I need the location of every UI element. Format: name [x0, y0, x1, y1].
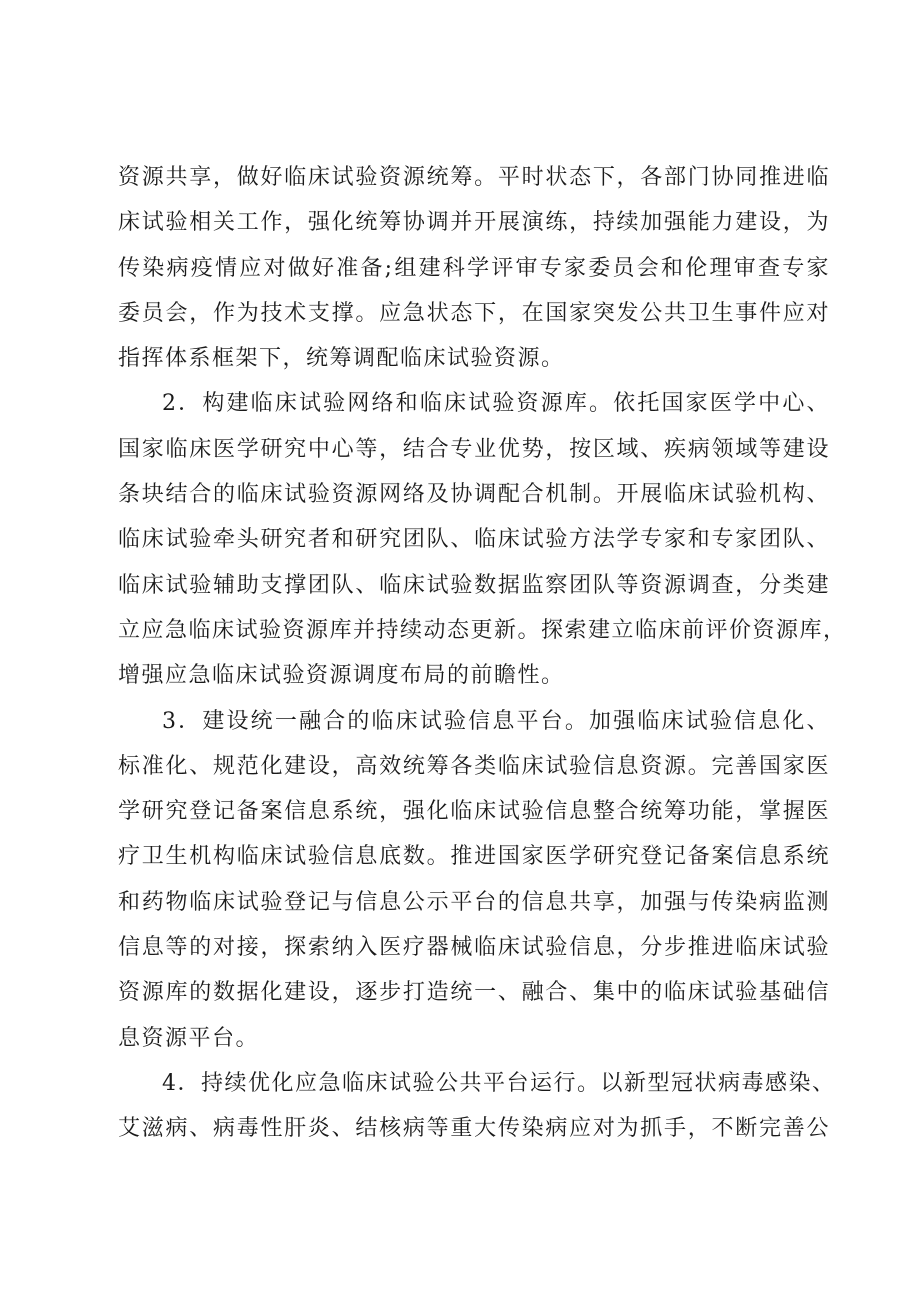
text-line: 学研究登记备案信息系统，强化临床试验信息整合统筹功能，掌握医	[118, 799, 830, 825]
text-line: 增强应急临床试验资源调度布局的前瞻性。	[118, 663, 565, 689]
text-line: 4．持续优化应急临床试验公共平台运行。以新型冠状病毒感染、	[162, 1070, 836, 1096]
text-line: 和药物临床试验登记与信息公示平台的信息共享，加强与传染病监测	[118, 889, 830, 915]
text-line: 息资源平台。	[118, 1025, 260, 1051]
paragraph-item-4	[118, 1061, 836, 1152]
text-line: 传染病疫情应对做好准备;组建科学评审专家委员会和伦理审查专家	[118, 255, 830, 281]
paragraph-resource-sharing	[118, 155, 830, 381]
text-line: 艾滋病、病毒性肝炎、结核病等重大传染病应对为抓手，不断完善公	[118, 1116, 830, 1142]
paragraph-item-3	[118, 699, 830, 1061]
text-line: 委员会，作为技术支撑。应急状态下，在国家突发公共卫生事件应对	[118, 300, 830, 326]
paragraph-item-2	[118, 381, 847, 698]
text-line: 条块结合的临床试验资源网络及协调配合机制。开展临床试验机构、	[118, 482, 830, 508]
text-line: 疗卫生机构临床试验信息底数。推进国家医学研究登记备案信息系统	[118, 844, 830, 870]
text-line: 临床试验辅助支撑团队、临床试验数据监察团队等资源调查，分类建	[118, 572, 830, 598]
text-line: 2．构建临床试验网络和临床试验资源库。依托国家医学中心、	[162, 391, 830, 417]
text-line: 立应急临床试验资源库并持续动态更新。探索建立临床前评价资源库，	[118, 617, 847, 643]
text-line: 临床试验牵头研究者和研究团队、临床试验方法学专家和专家团队、	[118, 527, 830, 553]
text-line: 指挥体系框架下，统筹调配临床试验资源。	[118, 346, 565, 372]
document-body	[118, 155, 847, 1152]
text-line: 信息等的对接，探索纳入医疗器械临床试验信息，分步推进临床试验	[118, 935, 830, 961]
text-line: 国家临床医学研究中心等，结合专业优势，按区域、疾病领域等建设	[118, 436, 830, 462]
text-line: 标准化、规范化建设，高效统筹各类临床试验信息资源。完善国家医	[118, 753, 830, 779]
text-line: 床试验相关工作，强化统筹协调并开展演练，持续加强能力建设，为	[118, 210, 830, 236]
text-line: 3．建设统一融合的临床试验信息平台。加强临床试验信息化、	[162, 708, 830, 734]
text-line: 资源共享，做好临床试验资源统筹。平时状态下，各部门协同推进临	[118, 165, 830, 190]
text-line: 资源库的数据化建设，逐步打造统一、融合、集中的临床试验基础信	[118, 980, 830, 1006]
